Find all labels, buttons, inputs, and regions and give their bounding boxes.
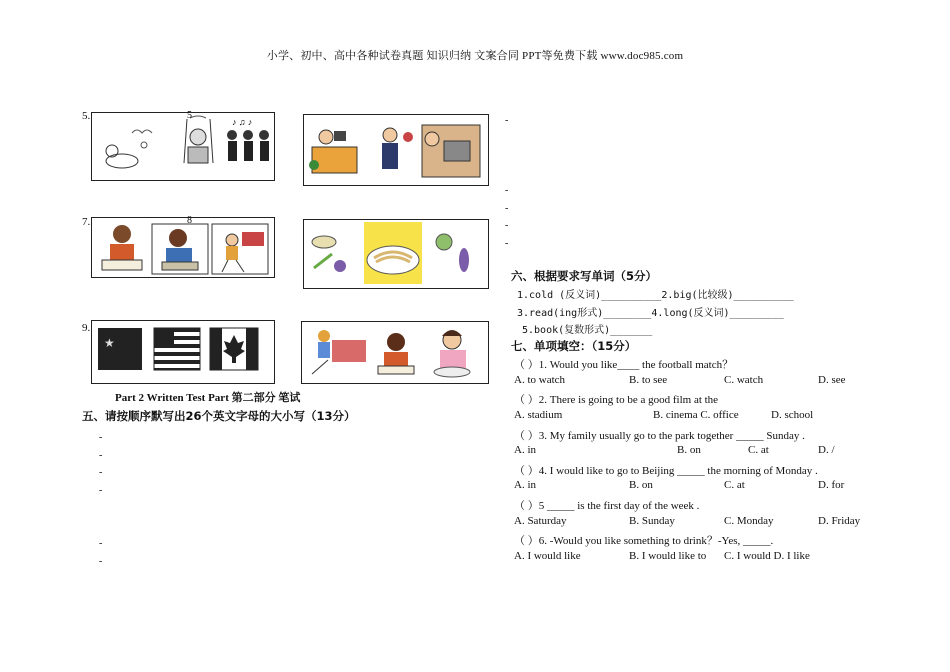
sleeping-child-picture	[106, 130, 152, 168]
answer-line: -	[99, 467, 103, 478]
option: C. at	[748, 444, 769, 456]
picture-box-10	[301, 321, 489, 384]
dumplings-picture	[312, 236, 346, 272]
word-item: 1.cold (反义词)__________2.big(比较级)__________	[517, 290, 794, 301]
swinging-child-picture	[184, 116, 213, 163]
answer-line: -	[505, 203, 509, 214]
site-header: 小学、初中、高中各种试卷真题 知识归纳 文案合同 PPT等免费下载 www.doc985.com	[266, 50, 684, 62]
option: C. Monday	[724, 515, 774, 527]
section6-title: 六、根据要求写单词（5分）	[511, 269, 658, 283]
study-pictures	[92, 218, 274, 277]
canada-flag-picture	[210, 328, 258, 370]
svg-text:★: ★	[104, 336, 115, 350]
word-item: 5.book(复数形式)_______	[522, 325, 653, 336]
option: D. /	[818, 444, 835, 456]
option: A. stadium	[514, 409, 563, 421]
question-number: 8	[187, 215, 192, 226]
answer-line: -	[99, 485, 103, 496]
option: B. on	[677, 444, 701, 456]
option: B. Sunday	[629, 515, 675, 527]
police-officer-picture	[382, 128, 413, 169]
picture-box-6	[303, 114, 489, 186]
answer-line: -	[99, 450, 103, 461]
reading-child-picture	[102, 225, 142, 270]
picture-box-8	[303, 219, 489, 289]
section5-title: 五、请按顺序默写出26个英文字母的大小写（13分）	[82, 409, 356, 423]
option: A. Saturday	[514, 515, 567, 527]
answer-line: -	[99, 432, 103, 443]
option: A. in	[514, 444, 536, 456]
svg-text:♪ ♫ ♪: ♪ ♫ ♪	[232, 117, 253, 127]
answer-line: -	[505, 115, 509, 126]
home-activity-pictures	[302, 322, 488, 383]
writing-child-picture	[152, 224, 208, 274]
option: A. to watch	[514, 374, 566, 386]
option: C. at	[724, 479, 745, 491]
question-number: 9.	[82, 322, 91, 334]
option: D. school	[771, 409, 814, 421]
question-stem: （ ）4. I would like to go to Beijing _____ the morning of Monday .	[514, 465, 818, 477]
flag-pictures	[92, 321, 274, 383]
question-number: 5	[187, 110, 192, 121]
singing-girls-picture	[227, 117, 269, 161]
option: D. Friday	[818, 515, 861, 527]
answer-line: -	[505, 185, 509, 196]
option: B. to see	[629, 374, 668, 386]
answer-line: -	[99, 556, 103, 567]
question-stem: （ ）6. -Would you like something to drink？-Yes, _____.	[514, 535, 774, 547]
picture-box-9	[91, 320, 275, 384]
question-stem: （ ）1. Would you like____ the football match？	[514, 359, 734, 371]
picture-box-5	[91, 112, 275, 181]
cooking-woman-picture	[434, 330, 470, 377]
word-item: 3.read(ing形式)________4.long(反义词)_________	[517, 308, 784, 319]
answer-line: -	[99, 538, 103, 549]
answer-line: -	[505, 220, 509, 231]
computer-worker-picture	[422, 125, 480, 177]
activity-pictures	[92, 113, 274, 180]
option: D. see	[818, 374, 846, 386]
noodles-plate-picture	[364, 222, 422, 284]
section7-title: 七、单项填空：（15分）	[511, 339, 637, 353]
option: C. I would D. I like	[724, 550, 810, 562]
food-pictures	[304, 220, 488, 288]
part2-title: Part 2 Written Test Part 第二部分 笔试	[115, 392, 301, 404]
question-number: 5.	[82, 110, 91, 122]
usa-flag-picture	[154, 328, 200, 370]
option: A. in	[514, 479, 536, 491]
option: A. I would like	[514, 550, 581, 562]
vegetables-picture	[436, 234, 469, 272]
question-number: 7.	[82, 216, 91, 228]
answer-line: -	[505, 238, 509, 249]
option: B. I would like to	[629, 550, 707, 562]
job-pictures	[304, 115, 488, 185]
cleaning-child-picture	[312, 330, 366, 374]
question-stem: （ ）5 _____ is the first day of the week .	[514, 500, 700, 512]
picture-box-7	[91, 217, 275, 278]
office-worker-picture	[309, 130, 357, 173]
option: B. cinema C. office	[653, 409, 739, 421]
option: B. on	[629, 479, 653, 491]
question-stem: （ ）3. My family usually go to the park together _____ Sunday .	[514, 430, 805, 442]
question-stem: （ ）2. There is going to be a good film at the	[514, 394, 719, 406]
reading-child-picture-2	[378, 333, 414, 374]
option: D. for	[818, 479, 845, 491]
playing-child-picture	[212, 224, 268, 274]
option: C. watch	[724, 374, 764, 386]
china-flag-picture	[98, 328, 142, 370]
